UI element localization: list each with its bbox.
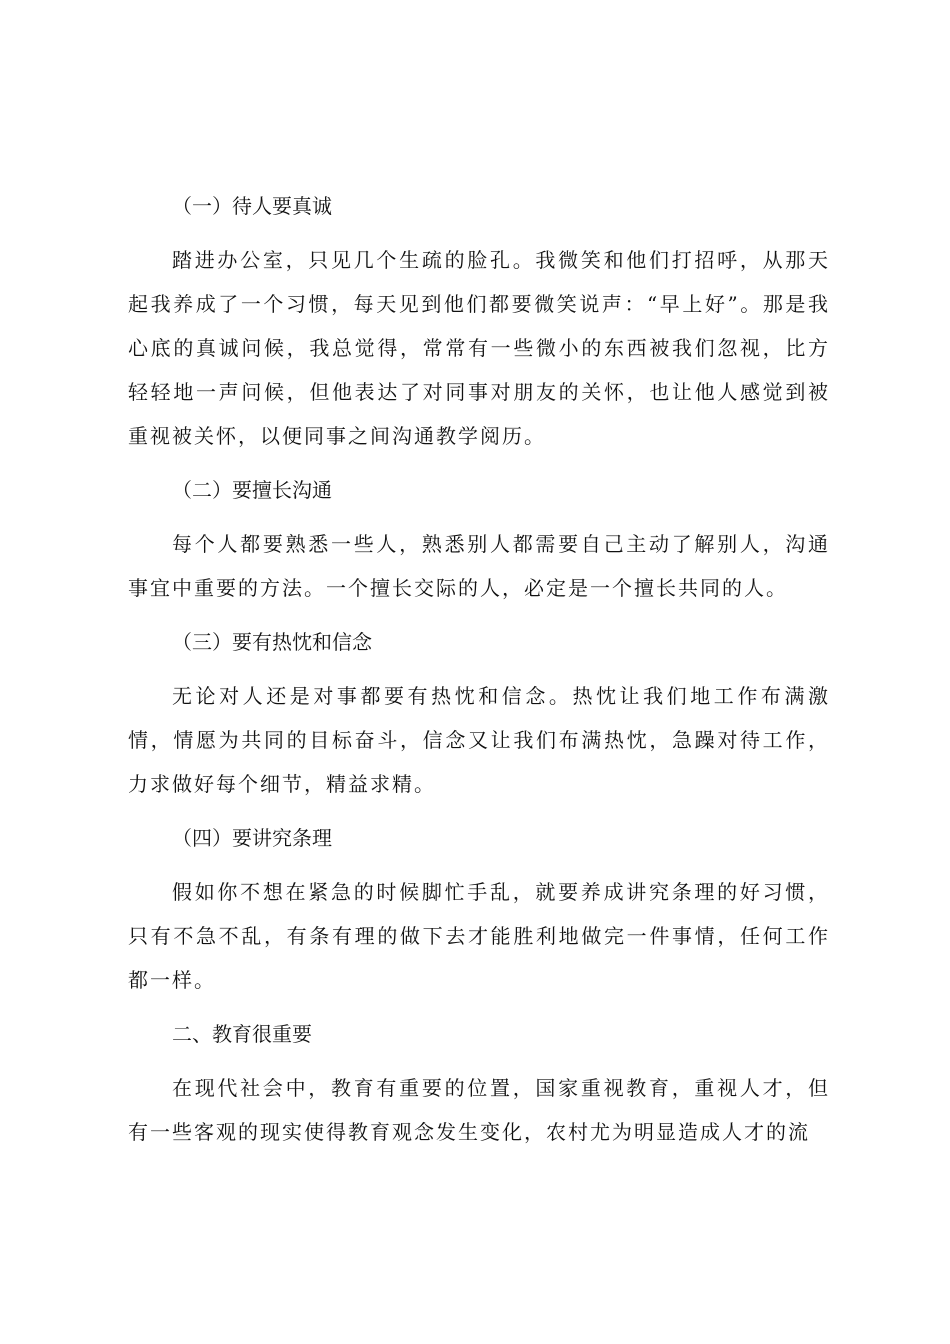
paragraph: 踏进办公室，只见几个生疏的脸孔。我微笑和他们打招呼，从那天起我养成了一个习惯，每天见到他们都要微笑说声：“早上好”。那是我心底的真诚问候，我总觉得，常常有一些微小的东西被我们忽视，比方轻轻地一声问候，但他表达了对同事对朋友的关怀，也让他人感觉到被重视被关怀，以便同事之间沟通教学阅历。	[128, 248, 830, 448]
paragraph: 无论对人还是对事都要有热忱和信念。热忱让我们地工作布满激情，情愿为共同的目标奋斗，信念又让我们布满热忱，急躁对待工作，力求做好每个细节，精益求精。	[128, 684, 830, 796]
document-page	[128, 184, 830, 1164]
paragraph: 每个人都要熟悉一些人，熟悉别人都需要自己主动了解别人，沟通事宜中重要的方法。一个擅长交际的人，必定是一个擅长共同的人。	[128, 532, 830, 600]
section-heading: （二）要擅长沟通	[172, 478, 332, 502]
paragraph: 在现代社会中，教育有重要的位置，国家重视教育，重视人才，但有一些客观的现实使得教育观念发生变化，农村尤为明显造成人才的流	[128, 1076, 830, 1144]
section-heading: （一）待人要真诚	[172, 194, 332, 218]
section-heading: （三）要有热忱和信念	[172, 630, 372, 654]
paragraph: 假如你不想在紧急的时候脚忙手乱，就要养成讲究条理的好习惯，只有不急不乱，有条有理的做下去才能胜利地做完一件事情，任何工作都一样。	[128, 880, 830, 992]
section-heading: 二、教育很重要	[172, 1022, 312, 1046]
section-heading: （四）要讲究条理	[172, 826, 332, 850]
